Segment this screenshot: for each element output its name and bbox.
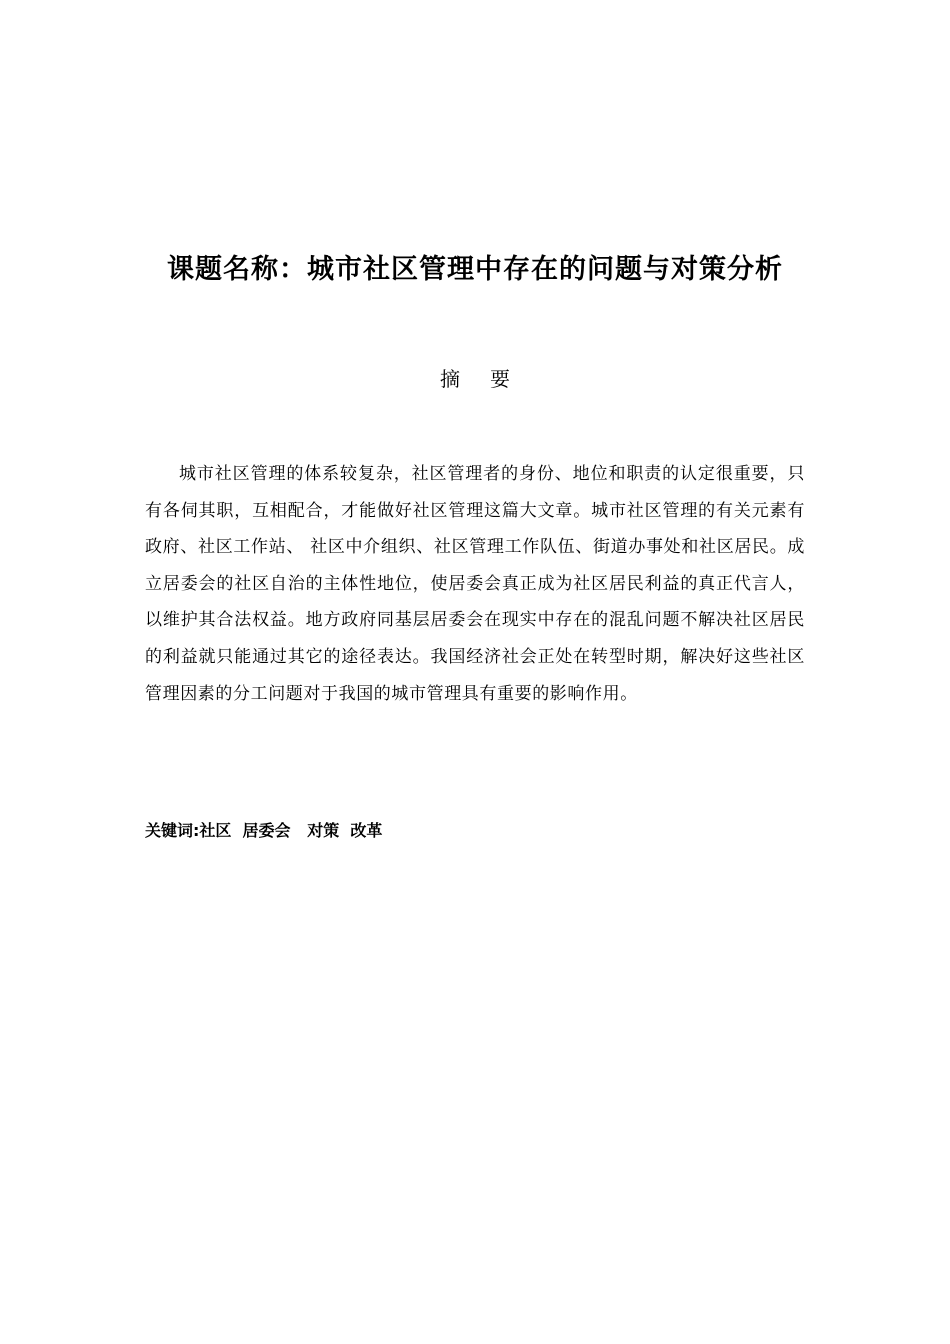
abstract-heading: 摘要: [440, 367, 540, 391]
document-title: 课题名称：城市社区管理中存在的问题与对策分析: [167, 254, 783, 285]
abstract-paragraph: 城市社区管理的体系较复杂，社区管理者的身份、地位和职责的认定很重要，只有各伺其职，互相配合，才能做好社区管理这篇大文章。城市社区管理的有关元素有政府、社区工作站、 社区中介组织、社区管理工作队伍、街道办事处和社区居民。成立居委会的社区自治的主体性地位，使居委会真正成为社区居民利益的真正代言人，以维护其合法权益。地方政府同基层居委会在现实中存在的混乱问题不解决社区居民的利益就只能通过其它的途径表达。我国经济社会正处在转型时期，解决好这些社区管理因素的分工问题对于我国的城市管理具有重要的影响作用。: [145, 464, 805, 704]
keywords-line: [145, 816, 805, 846]
keywords-text: 关键词:社区 居委会 对策 改革: [145, 821, 383, 840]
